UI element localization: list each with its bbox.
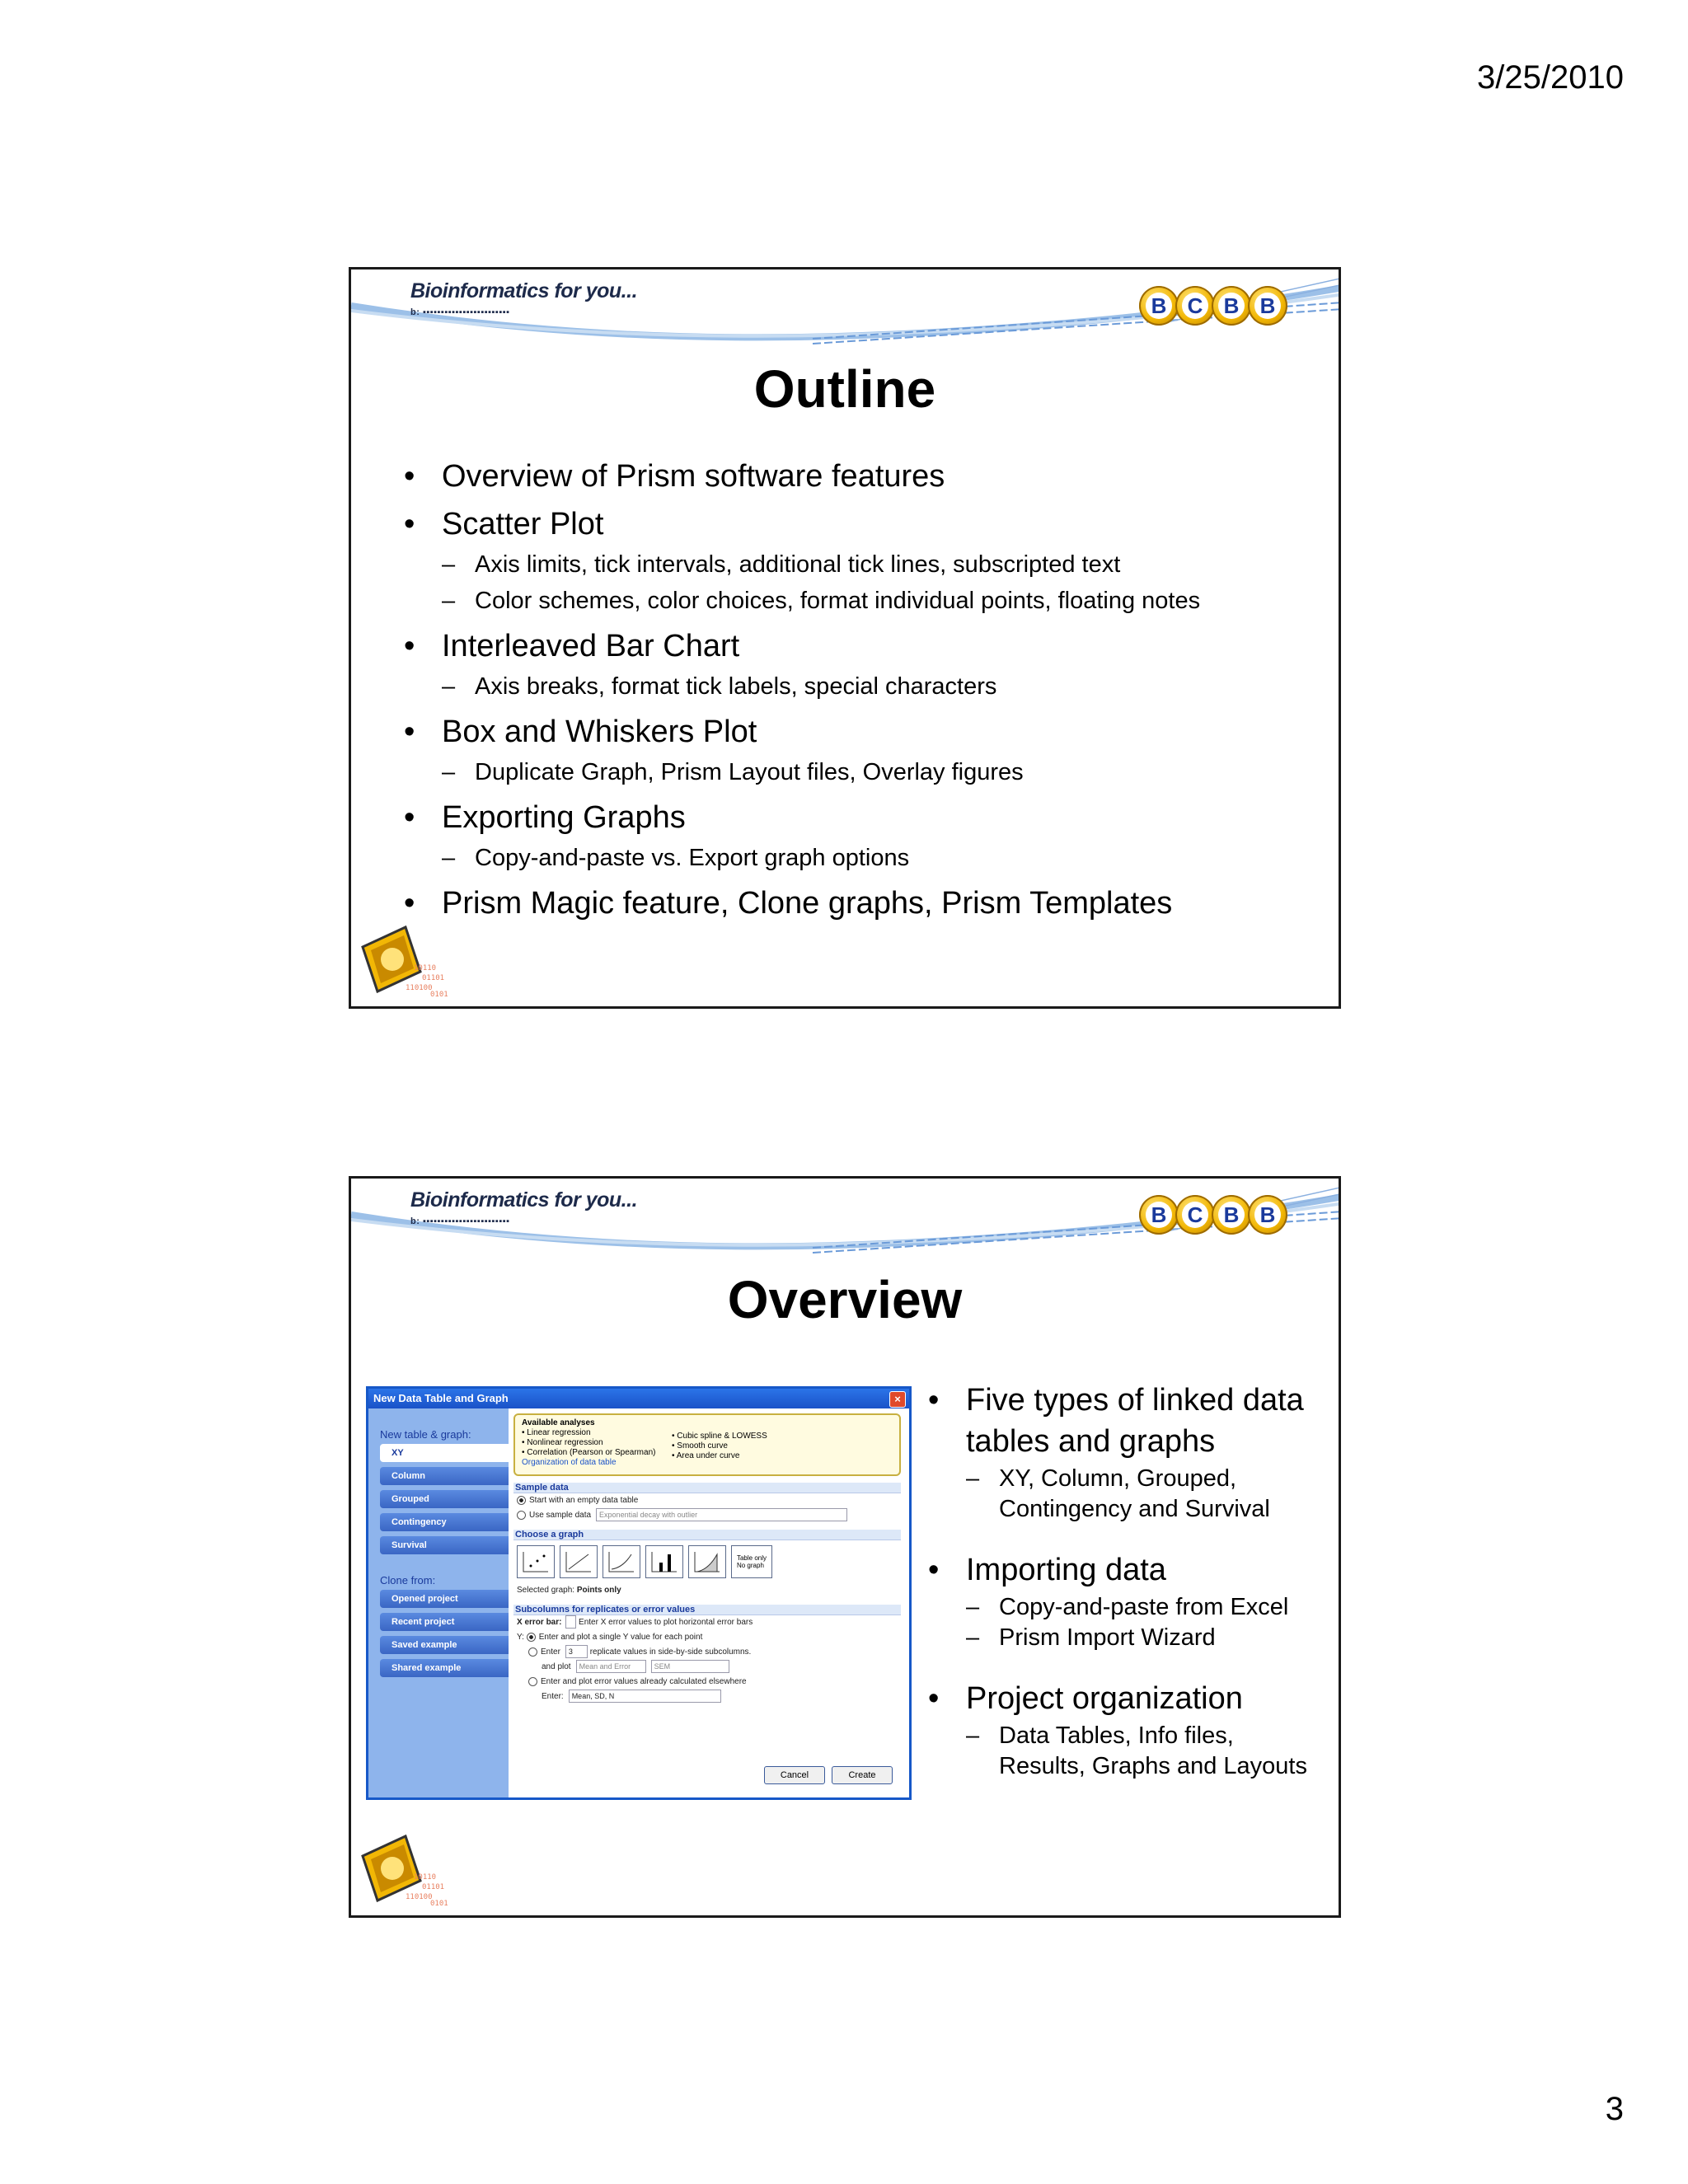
slide-banner <box>351 1179 1339 1261</box>
clone-saved-example[interactable]: Saved example <box>380 1636 509 1654</box>
graph-bar-icon[interactable] <box>645 1545 683 1578</box>
graph-points-icon[interactable] <box>517 1545 555 1578</box>
cancel-button[interactable]: Cancel <box>764 1766 825 1784</box>
table-type-column[interactable]: Column <box>380 1467 509 1485</box>
subcolumns-section: Subcolumns for replicates or error values <box>513 1605 901 1615</box>
clone-recent-project[interactable]: Recent project <box>380 1613 509 1631</box>
sub-item: – Prism Import Wizard <box>966 1623 1324 1653</box>
graph-line-icon[interactable] <box>560 1545 598 1578</box>
choose-graph-section: Choose a graph <box>513 1530 901 1540</box>
svg-text:110100: 110100 <box>406 984 433 992</box>
radio-single-y[interactable]: Y: Enter and plot a single Y value for each point <box>517 1633 703 1642</box>
table-only-option[interactable]: Table only No graph <box>731 1545 772 1578</box>
radio-sample-data[interactable]: Use sample data Exponential decay with outlier <box>513 1508 901 1523</box>
bcbb-logo: B C B B <box>1142 286 1287 326</box>
list-item: • Interleaved Bar Chart – Axis breaks, format tick labels, special characters <box>404 626 1327 705</box>
list-item: • Importing data – Copy-and-paste from Excel – Prism Import Wizard <box>928 1549 1324 1653</box>
outline-list <box>404 449 1327 924</box>
available-analyses: Available analyses • Linear regression • Nonlinear regression • Correlation (Pearson or Spearman) Organization of data table • Cubic spline & LOWESS • Smooth curve • Area under curve <box>513 1413 901 1476</box>
sub-item: – XY, Column, Grouped, Contingency and Survival <box>966 1464 1324 1525</box>
sub-item: – Copy-and-paste vs. Export graph options <box>442 840 1327 876</box>
list-item: • Project organization – Data Tables, Info files, Results, Graphs and Layouts <box>928 1678 1324 1782</box>
slide-outline <box>349 267 1341 1009</box>
and-plot-select[interactable]: Mean and Error <box>576 1660 646 1673</box>
slide-title: Overview <box>727 1270 963 1329</box>
replicates-stepper[interactable]: 3 <box>565 1645 588 1658</box>
radio-replicates[interactable]: Enter 3 replicate values in side-by-side subcolumns. <box>513 1645 901 1660</box>
radio-empty-table[interactable]: Start with an empty data table <box>513 1493 901 1508</box>
graph-area-icon[interactable] <box>688 1545 726 1578</box>
new-table-label: New table & graph: <box>380 1428 471 1441</box>
and-plot-row: and plot Mean and Error SEM <box>513 1660 901 1675</box>
list-item: • Overview of Prism software features <box>404 456 1327 497</box>
sub-item: – Color schemes, color choices, format individual points, floating notes <box>442 583 1327 619</box>
brand-tagline: b: ▪▪▪▪▪▪▪▪▪▪▪▪▪▪▪▪▪▪▪▪▪▪▪▪ <box>410 1216 510 1226</box>
sub-item: – Data Tables, Info files, Results, Graphs and Layouts <box>966 1721 1324 1782</box>
clone-shared-example[interactable]: Shared example <box>380 1659 509 1677</box>
enter-row: Enter: Mean, SD, N <box>513 1690 901 1704</box>
svg-text:0101: 0101 <box>430 1900 448 1908</box>
sub-item: – Axis limits, tick intervals, additional tick lines, subscripted text <box>442 546 1327 583</box>
clone-label: Clone from: <box>380 1574 436 1586</box>
close-icon[interactable]: × <box>889 1391 906 1408</box>
svg-text:01101: 01101 <box>422 1883 445 1891</box>
slide-banner <box>351 269 1339 352</box>
page-number: 3 <box>1605 2091 1624 2127</box>
list-item: • Box and Whiskers Plot – Duplicate Graph, Prism Layout files, Overlay figures <box>404 711 1327 790</box>
overview-list <box>928 1373 1324 1785</box>
svg-text:10110: 10110 <box>414 1873 437 1882</box>
table-type-grouped[interactable]: Grouped <box>380 1490 509 1508</box>
clone-opened-project[interactable]: Opened project <box>380 1590 509 1608</box>
error-type-select[interactable]: SEM <box>651 1660 729 1673</box>
table-type-xy[interactable]: XY <box>380 1444 509 1462</box>
svg-text:01101: 01101 <box>422 974 445 982</box>
list-item: • Five types of linked data tables and graphs – XY, Column, Grouped, Contingency and Survival <box>928 1380 1324 1525</box>
laptop-logo-icon <box>356 922 496 1005</box>
selected-graph: Selected graph: Points only <box>517 1586 621 1595</box>
sub-item: – Axis breaks, format tick labels, special characters <box>442 668 1327 705</box>
list-item: • Prism Magic feature, Clone graphs, Prism Templates <box>404 883 1327 924</box>
new-data-table-dialog <box>366 1386 912 1800</box>
svg-text:0101: 0101 <box>430 991 448 999</box>
brand-name: Bioinformatics for you... <box>410 279 638 302</box>
dialog-title: New Data Table and Graph × <box>368 1389 909 1408</box>
list-item: • Exporting Graphs – Copy-and-paste vs. Export graph options <box>404 797 1327 876</box>
svg-text:110100: 110100 <box>406 1893 433 1901</box>
dialog-sidebar <box>368 1408 509 1797</box>
create-button[interactable]: Create <box>832 1766 893 1784</box>
sample-data-section: Sample data <box>513 1483 901 1493</box>
graph-curve-icon[interactable] <box>603 1545 640 1578</box>
brand-tagline: b: ▪▪▪▪▪▪▪▪▪▪▪▪▪▪▪▪▪▪▪▪▪▪▪▪ <box>410 307 510 317</box>
radio-error-values[interactable]: Enter and plot error values already calculated elsewhere <box>513 1675 901 1690</box>
graph-choices <box>517 1545 901 1578</box>
enter-select[interactable]: Mean, SD, N <box>569 1690 721 1703</box>
dialog-buttons <box>764 1766 893 1784</box>
slide-title: Outline <box>753 359 936 419</box>
table-type-survival[interactable]: Survival <box>380 1536 509 1554</box>
slide-overview <box>349 1176 1341 1918</box>
page-date: 3/25/2010 <box>1477 59 1624 96</box>
organization-link[interactable]: Organization of data table <box>522 1458 617 1467</box>
laptop-logo-icon <box>356 1831 496 1914</box>
brand-name: Bioinformatics for you... <box>410 1188 638 1212</box>
sub-item: – Copy-and-paste from Excel <box>966 1592 1324 1623</box>
sub-item: – Duplicate Graph, Prism Layout files, Overlay figures <box>442 754 1327 790</box>
list-item: • Scatter Plot – Axis limits, tick intervals, additional tick lines, subscripted text – Color schemes, color choices, format individual points, floating notes <box>404 504 1327 619</box>
xerror-checkbox[interactable]: X error bar: Enter X error values to plot horizontal error bars <box>513 1615 901 1630</box>
table-type-contingency[interactable]: Contingency <box>380 1513 509 1531</box>
bcbb-logo: B C B B <box>1142 1195 1287 1235</box>
svg-text:10110: 10110 <box>414 964 437 972</box>
dialog-main <box>513 1413 901 1791</box>
sample-data-select[interactable]: Exponential decay with outlier <box>596 1508 847 1521</box>
